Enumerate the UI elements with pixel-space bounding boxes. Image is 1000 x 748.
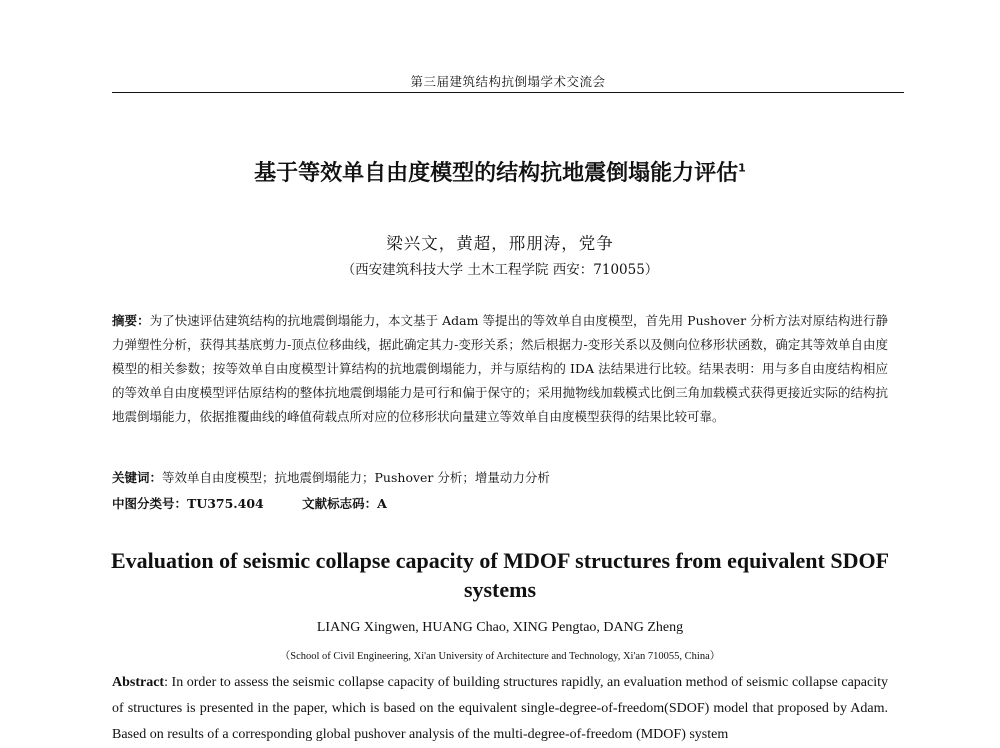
chinese-title-text: 基于等效单自由度模型的结构抗地震倒塌能力评估 [254,161,739,186]
english-title: Evaluation of seismic collapse capacity of MDOF structures from equivalent SDOF systems [110,548,890,602]
chinese-keywords [112,468,888,488]
chinese-affiliation: （西安建筑科技大学 土木工程学院 西安：710055） [341,262,659,278]
chinese-abstract-text: 为了快速评估建筑结构的抗地震倒塌能力，本文基于 Adam 等提出的等效单自由度模型，首先用 Pushover 分析方法对原结构进行静力弹塑性分析，获得其基底剪力-顶点位移曲线，据此确定其力-变形关系；然后根据力-变形关系以及侧向位移形状函数，确定其等效单自由度模型的相关参数；按等效单自由度模型计算结构的抗地震倒塌能力，并与原结构的 IDA 法结果进行比较。结果表明：用与多自由度结构相应的等效单自由度模型评估原结构的整体抗地震倒塌能力是可行和偏于保守的；采用抛物线加载模式比倒三角加载模式获得更接近实际的结构抗地震倒塌能力，依据推覆曲线的峰值荷载点所对应的位移形状向量建立等效单自由度模型获得的结果比较可靠。 [112,313,888,424]
chinese-abstract [112,309,888,429]
doccode-label: 文献标志码： [302,496,378,511]
classification-line [112,494,888,514]
keywords-label: 关键词： [112,470,163,485]
clc-value: TU375.404 [187,496,264,511]
english-affiliation: （School of Civil Engineering, Xi'an University of Architecture and Technology, Xi'an 710055, China） [279,651,721,662]
title-footnote-mark: 1 [738,161,746,175]
english-abstract-label: Abstract [112,675,165,690]
clc-label: 中图分类号： [112,496,188,511]
keywords-text: 等效单自由度模型；抗地震倒塌能力；Pushover 分析；增量动力分析 [162,470,550,485]
conference-header: 第三届建筑结构抗倒塌学术交流会 [410,74,606,89]
english-abstract-text: : In order to assess the seismic collapse capacity of building structures rapidly, an evaluation method of seismic collapse capacity of structures is presented in the paper, which is based on the equivalent single-degree-of-freedom(SDOF) model that proposed by Adam. Based on results of a corresponding global pushover analysis of the multi-degree-of-freedom (MDOF) system [112,675,888,742]
english-authors: LIANG Xingwen, HUANG Chao, XING Pengtao, DANG Zheng [316,620,684,635]
chinese-title [100,156,900,187]
header-rule [112,92,904,93]
chinese-abstract-label: 摘要： [112,313,150,328]
doccode-value: A [377,496,387,511]
english-abstract [112,670,888,748]
chinese-authors: 梁兴文，黄超，邢朋涛，党争 [386,234,614,253]
